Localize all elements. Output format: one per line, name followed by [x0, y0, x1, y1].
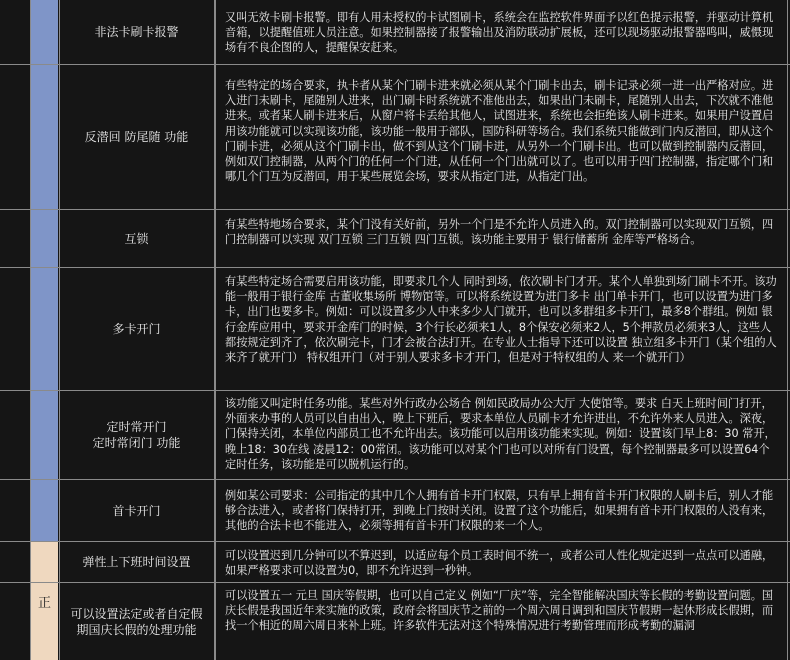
feature-name-cell: 定时常开门 定时常闭门 功能: [59, 391, 215, 479]
feature-description-cell: 有某些特定场合需要启用该功能，即要求几个人 同时到场，依次刷卡门才开。某个人单独到场门刷卡不开。该功能一般用于银行金库 古董收集场所 博物馆等。可以将系统设置为进门多卡 出门单卡开门，也可以设置为进门多卡，出门也要多卡。例如：可以设置多少人中来多少人门就开，也可以多群组多卡开门，最多8个群组。例如 银行金库应用中，要求开金库门的时候，3个行长必须来1人，8个保安必须来2人，5个押款员必须来3人，这些人都按规定到齐了，依次刷完卡，门才会被合法打开。在专业人士指导下还可以设置 独立组多卡开门（某个组的人来齐了就开门） 特权组开门（对于别人要求多卡才开门，但是对于特权组的人 来一个就开门）: [225, 275, 777, 365]
feature-description-cell: 可以设置迟到几分钟可以不算迟到，以适应每个员工表时间不统一，或者公司人性化规定迟到一点点可以通融，如果严格要求可以设置为0，即不允许迟到一秒钟。: [225, 549, 774, 578]
table-row: [0, 268, 790, 391]
table-row: [0, 210, 790, 268]
table-row: [0, 0, 790, 65]
feature-description-cell: 可以设置五一 元旦 国庆等假期，也可以自己定义 例如“厂庆”等，完全智能解决国庆等长假的考勤设置问题。国庆长假是我国近年来实施的政策，政府会将国庆节之前的一个周六周日调到和国庆节假期一起休形成长假期，而找一个相近的周六周日来补上班。许多软件无法对这个特殊情况进行考勤管理而形成考勤的漏洞: [225, 589, 774, 633]
table-right-border: [787, 0, 788, 660]
feature-name-cell: 可以设置法定或者自定假期国庆长假的处理功能: [59, 583, 215, 660]
table-row: [0, 65, 790, 210]
column-divider: [59, 0, 60, 660]
table-row: [0, 583, 790, 660]
feature-name-cell: 非法卡刷卡报警: [59, 0, 215, 64]
column-divider: [215, 0, 216, 660]
feature-name-cell: 弹性上下班时间设置: [59, 542, 215, 582]
feature-description-cell: 有些特定的场合要求，执卡者从某个门刷卡进来就必须从某个门刷卡出去，刷卡记录必须一进一出严格对应。进入进门未刷卡，尾随别人进来，出门刷卡时系统就不准他出去，如果出门未刷卡，尾随别人出去，下次就不准他进来。或者某人刷卡进来后，从窗户将卡丢给其他人，试图进来，系统也会拒绝该人刷卡进来。如果用户设置启用该功能就可以实现该功能，该功能一般用于部队，国防科研等场合。我们系统只能做到门内反潜回，即从这个门刷卡进，必须从这个门刷卡出，做不到从这个门刷卡进，从另外一个门刷卡出。也可以做到控制器内反潜回，例如双门控制器，从两个门的任何一个门进，从任何一个门出就可以了。也可以用于四门控制器，指定哪个门和哪几个门互为反潜回，用于某些展览会场，要求从指定门进，从指定门出。: [225, 79, 774, 184]
table-row: [0, 391, 790, 480]
group-label-text: 正: [37, 595, 51, 611]
feature-name-cell: 反潜回 防尾随 功能: [59, 65, 215, 209]
feature-name-cell: 首卡开门: [59, 480, 215, 541]
feature-description-cell: 又叫无效卡刷卡报警。即有人用未授权的卡试图刷卡，系统会在监控软件界面予以红色提示报警，并驱动计算机音箱，以提醒值班人员注意。如果控制器接了报警输出及消防联动扩展板，还可以现场驱动报警器鸣叫，威慑现场有不良企图的人，提醒保安赶来。: [225, 11, 774, 55]
feature-name-cell: 多卡开门: [59, 268, 215, 390]
feature-name-cell: 互锁: [59, 210, 215, 267]
feature-description-cell: 有某些特地场合要求，某个门没有关好前，另外一个门是不允许人员进入的。双门控制器可以实现双门互锁，四门控制器可以实现 双门互锁 三门互锁 四门互锁。该功能主要用于 银行储蓄所 金库等严格场合。: [225, 218, 774, 247]
feature-description-cell: 例如某公司要求：公司指定的其中几个人拥有首卡开门权限，只有早上拥有首卡开门权限的人刷卡后，别人才能够合法进入，或者将门保持打开，到晚上门按时关闭。设置了这个功能后，如果拥有首卡开门权限的人没有来，其他的合法卡也不能进入，必须等拥有首卡开门权限的来一个人。: [225, 489, 774, 533]
feature-description-cell: 该功能又叫定时任务功能。某些对外行政办公场合 例如民政局办公大厅 大使馆等。要求 白天上班时间门打开，外面来办事的人员可以自由出入，晚上下班后，要求本单位人员刷卡才允许进出，不允许外来人员进入。深夜，门保持关闭，本单位内部员工也不允许出去。该功能可以启用该功能来实现。例如：设置该门早上8：30 常开，晚上18：30在线 凌晨12：00常闭。该功能可以对某个门也可以对所有门设置，每个控制器最多可以设置64个定时任务，该功能是可以脱机运行的。: [225, 397, 776, 471]
table-row: [0, 480, 790, 542]
table-row: [0, 542, 790, 583]
